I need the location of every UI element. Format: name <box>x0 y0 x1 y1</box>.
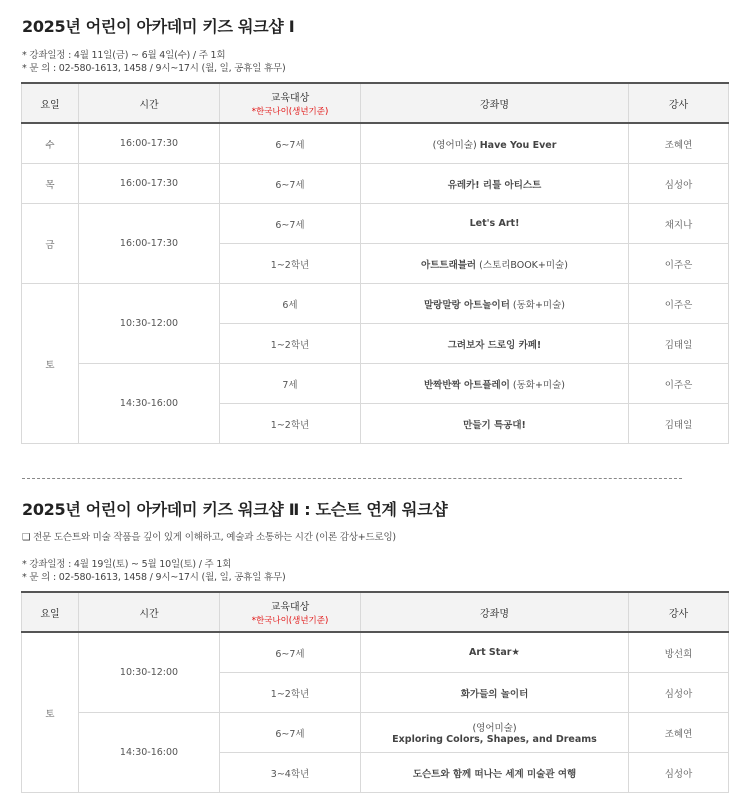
header-target-sub: *한국나이(생년기준) <box>251 616 329 626</box>
course-suffix: (스토리BOOK+미술) <box>476 259 568 271</box>
course-cell <box>361 632 629 673</box>
target-cell: 6~7세 <box>220 204 361 244</box>
target-cell: 6~7세 <box>220 164 361 204</box>
table-header-row <box>22 592 729 632</box>
day-cell: 수 <box>22 123 79 164</box>
course-prefix: (영어미술) <box>472 723 517 734</box>
section1-title: 2025년 어린이 아카데미 키즈 워크샵 Ⅰ <box>22 17 295 36</box>
section2-description: ❑ 전문 도슨트와 미술 작품을 깊이 있게 이해하고, 예술과 소통하는 시간 (이론 감상+드로잉) <box>22 532 396 543</box>
section1-schedule-table <box>21 82 729 444</box>
course-name: 도슨트와 함께 떠나는 세계 미술관 여행 <box>412 768 577 780</box>
course-cell <box>361 713 629 753</box>
section2-title: 2025년 어린이 아카데미 키즈 워크샵 Ⅱ : 도슨트 연계 워크샵 <box>22 500 448 519</box>
header-day: 요일 <box>22 592 79 632</box>
target-cell: 1~2학년 <box>220 324 361 364</box>
header-target <box>220 83 361 123</box>
course-cell <box>361 123 629 164</box>
header-time: 시간 <box>79 83 220 123</box>
target-cell: 3~4학년 <box>220 753 361 793</box>
target-cell: 1~2학년 <box>220 673 361 713</box>
day-cell: 토 <box>22 632 79 793</box>
day-cell: 목 <box>22 164 79 204</box>
course-name: Art Star★ <box>469 647 520 658</box>
target-cell: 6세 <box>220 284 361 324</box>
course-name: 그려보자 드로잉 카페! <box>447 339 542 351</box>
instructor-cell: 방선희 <box>629 632 729 673</box>
course-name: 만들기 특공대! <box>463 419 526 431</box>
instructor-cell: 김태일 <box>629 404 729 444</box>
header-instructor: 강사 <box>629 592 729 632</box>
table-row <box>22 204 729 244</box>
course-name: Let's Art! <box>469 218 520 229</box>
header-target-sub: *한국나이(생년기준) <box>251 107 329 117</box>
instructor-cell: 심성아 <box>629 753 729 793</box>
table-row <box>22 123 729 164</box>
target-cell: 1~2학년 <box>220 244 361 284</box>
header-course: 강좌명 <box>361 592 629 632</box>
course-cell <box>361 164 629 204</box>
table-row <box>22 284 729 324</box>
table-row <box>22 164 729 204</box>
instructor-cell: 심성아 <box>629 673 729 713</box>
course-cell <box>361 244 629 284</box>
course-suffix: (동화+미술) <box>509 299 565 311</box>
section1-period-note: * 강좌일정 : 4월 11일(금) ~ 6월 4일(수) / 주 1회 <box>22 50 226 61</box>
section2-period-note: * 강좌일정 : 4월 19일(토) ~ 5월 10일(토) / 주 1회 <box>22 559 232 570</box>
course-cell <box>361 324 629 364</box>
instructor-cell: 채지나 <box>629 204 729 244</box>
section2-contact-note: * 문 의 : 02-580-1613, 1458 / 9시~17시 (월, 일, 공휴일 휴무) <box>22 572 286 583</box>
course-name: 화가들의 놀이터 <box>460 688 529 700</box>
target-cell: 6~7세 <box>220 713 361 753</box>
day-cell: 토 <box>22 284 79 444</box>
course-prefix: (영어미술) <box>432 139 480 151</box>
time-cell: 16:00-17:30 <box>79 164 220 204</box>
section2-schedule-table <box>21 591 729 793</box>
time-cell: 14:30-16:00 <box>79 713 220 793</box>
course-cell <box>361 364 629 404</box>
course-name: 말랑말랑 아트놀이터 <box>423 299 510 311</box>
target-cell: 7세 <box>220 364 361 404</box>
time-cell: 16:00-17:30 <box>79 204 220 284</box>
instructor-cell: 심성아 <box>629 164 729 204</box>
time-cell: 10:30-12:00 <box>79 632 220 713</box>
instructor-cell: 조혜연 <box>629 123 729 164</box>
target-cell: 6~7세 <box>220 123 361 164</box>
target-cell: 6~7세 <box>220 632 361 673</box>
course-name: Have You Ever <box>479 139 557 151</box>
section-divider <box>22 478 682 479</box>
instructor-cell: 이주은 <box>629 244 729 284</box>
header-target-label: 교육대상 <box>270 602 310 613</box>
course-name: 유레카! 리틀 아티스트 <box>447 179 542 191</box>
course-cell <box>361 204 629 244</box>
time-cell: 10:30-12:00 <box>79 284 220 364</box>
header-target <box>220 592 361 632</box>
table-row <box>22 632 729 673</box>
course-name: 반짝반짝 아트플레이 <box>423 379 510 391</box>
course-suffix: (동화+미술) <box>509 379 565 391</box>
table-row <box>22 364 729 404</box>
table-row <box>22 713 729 753</box>
time-cell: 14:30-16:00 <box>79 364 220 444</box>
target-cell: 1~2학년 <box>220 404 361 444</box>
header-day: 요일 <box>22 83 79 123</box>
header-target-label: 교육대상 <box>270 93 310 104</box>
day-cell: 금 <box>22 204 79 284</box>
instructor-cell: 김태일 <box>629 324 729 364</box>
header-instructor: 강사 <box>629 83 729 123</box>
course-cell <box>361 404 629 444</box>
instructor-cell: 조혜연 <box>629 713 729 753</box>
course-name: Exploring Colors, Shapes, and Dreams <box>392 734 597 745</box>
instructor-cell: 이주은 <box>629 364 729 404</box>
course-cell <box>361 284 629 324</box>
header-time: 시간 <box>79 592 220 632</box>
time-cell: 16:00-17:30 <box>79 123 220 164</box>
header-course: 강좌명 <box>361 83 629 123</box>
instructor-cell: 이주은 <box>629 284 729 324</box>
course-name: 아트트래블러 <box>421 259 477 271</box>
section1-contact-note: * 문 의 : 02-580-1613, 1458 / 9시~17시 (월, 일, 공휴일 휴무) <box>22 63 286 74</box>
table-header-row <box>22 83 729 123</box>
course-cell <box>361 673 629 713</box>
course-cell <box>361 753 629 793</box>
